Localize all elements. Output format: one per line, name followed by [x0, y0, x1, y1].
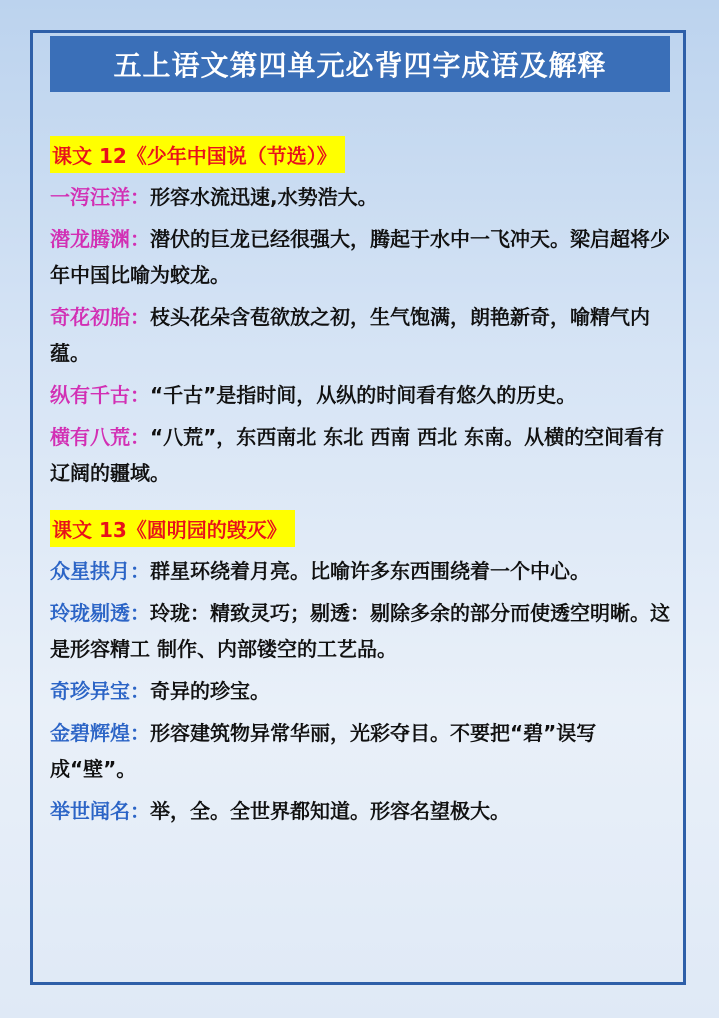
idiom-entry [50, 299, 670, 371]
idiom-definition: 潜伏的巨龙已经很强大，腾起于水中一飞冲天。梁启超将少年中国比喻为蛟龙。 [50, 227, 670, 287]
section-heading: 课文 12《少年中国说（节选）》 [50, 136, 345, 173]
idiom-term: 潜龙腾渊： [50, 227, 150, 251]
idiom-entry [50, 793, 670, 829]
idiom-definition: 枝头花朵含苞欲放之初，生气饱满，朗艳新奇，喻精气内蕴。 [50, 305, 650, 365]
idiom-entry [50, 419, 670, 491]
idiom-entry [50, 179, 670, 215]
idiom-definition: 形容建筑物异常华丽，光彩夺目。不要把“碧”误写成“壁”。 [50, 721, 597, 781]
idiom-entry [50, 595, 670, 667]
idiom-term: 众星拱月： [50, 559, 150, 583]
idiom-term: 玲珑剔透： [50, 601, 150, 625]
idiom-definition: 奇异的珍宝。 [150, 679, 270, 703]
idiom-term: 奇花初胎： [50, 305, 150, 329]
idiom-term: 纵有千古： [50, 383, 150, 407]
idiom-term: 举世闻名： [50, 799, 150, 823]
idiom-definition: 玲珑：精致灵巧；剔透：剔除多余的部分而使透空明晰。这是形容精工 制作、内部镂空的工艺品。 [50, 601, 670, 661]
idiom-entry [50, 221, 670, 293]
idiom-definition: 举，全。全世界都知道。形容名望极大。 [150, 799, 510, 823]
idiom-term: 一泻汪洋： [50, 185, 150, 209]
idiom-term: 横有八荒： [50, 425, 150, 449]
section-heading: 课文 13《圆明园的毁灭》 [50, 510, 295, 547]
idiom-term: 奇珍异宝： [50, 679, 150, 703]
idiom-definition: 群星环绕着月亮。比喻许多东西围绕着一个中心。 [150, 559, 590, 583]
idiom-entry [50, 715, 670, 787]
page-title: 五上语文第四单元必背四字成语及解释 [50, 36, 670, 92]
idiom-entry [50, 377, 670, 413]
idiom-definition: “八荒”，东西南北 东北 西南 西北 东南。从横的空间看有辽阔的疆域。 [50, 425, 665, 485]
section-lesson-13 [50, 510, 670, 835]
idiom-entry [50, 553, 670, 589]
idiom-term: 金碧辉煌： [50, 721, 150, 745]
section-lesson-12 [50, 136, 670, 497]
idiom-definition: “千古”是指时间，从纵的时间看有悠久的历史。 [150, 383, 577, 407]
idiom-entry [50, 673, 670, 709]
idiom-definition: 形容水流迅速,水势浩大。 [150, 185, 378, 209]
